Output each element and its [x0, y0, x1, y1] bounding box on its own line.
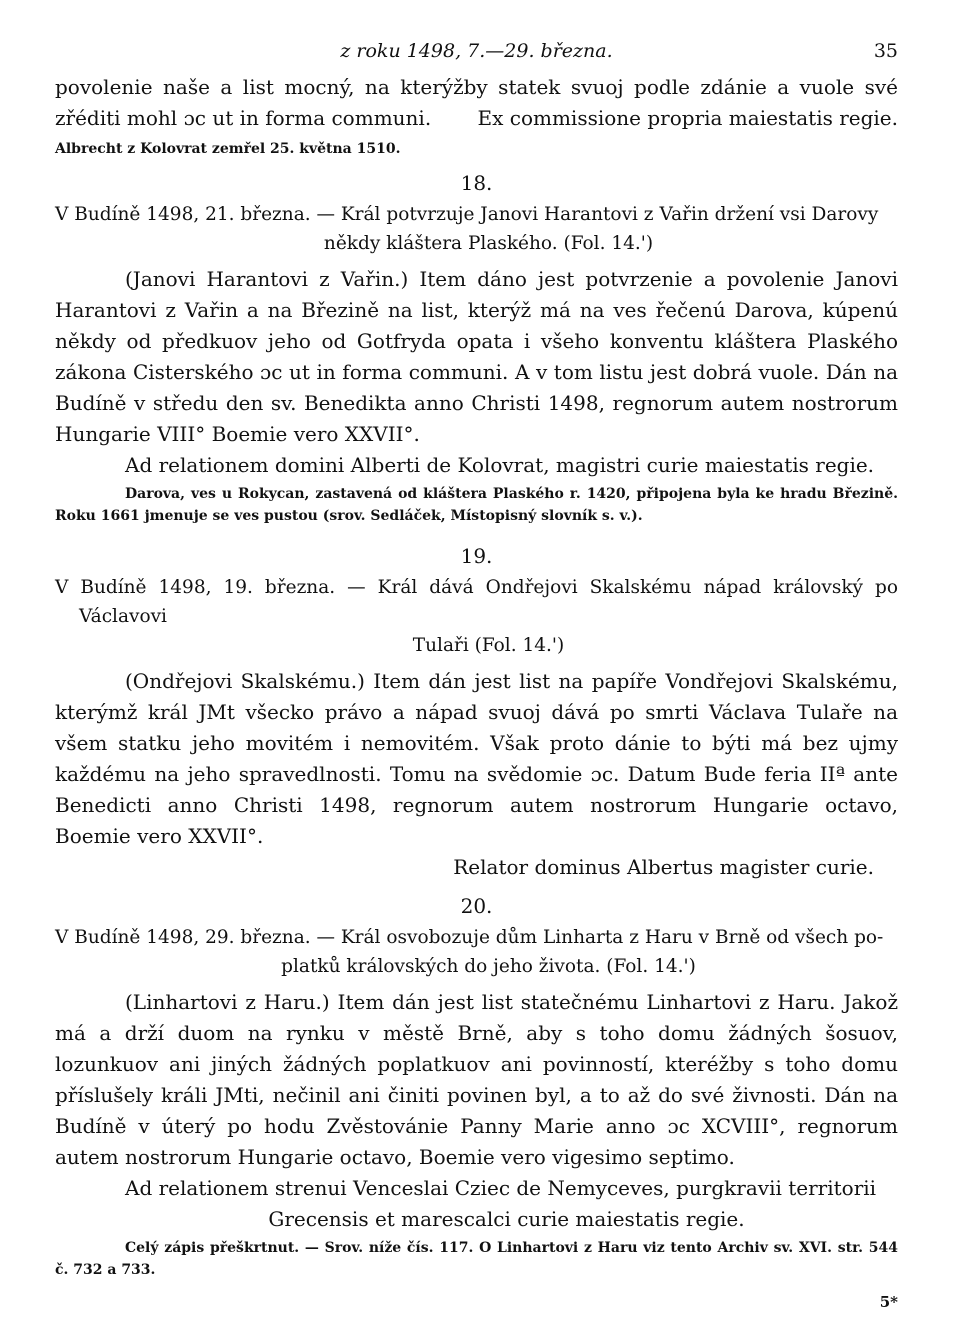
doc19-relator: Relator dominus Albertus magister curie.: [453, 855, 874, 879]
doc18-relator: Ad relationem domini Alberti de Kolovrat, magistri curie maiestatis regie.: [125, 453, 875, 477]
signature-mark: 5*: [879, 1293, 898, 1311]
doc18-regest-line2: někdy kláštera Plaského. (Fol. 14.'): [323, 233, 654, 254]
doc20-relator-line2: Grecensis et marescalci curie maiestatis regie.: [268, 1207, 745, 1231]
doc20-number: 20.: [460, 894, 493, 918]
doc19-number: 19.: [460, 544, 493, 568]
running-header: [55, 40, 898, 72]
doc18-number: 18.: [460, 171, 493, 195]
doc20-relator-line1: Ad relationem strenui Venceslai Cziec de Nemyceves, purgkravii territorii: [125, 1176, 877, 1200]
intro-note: Albrecht z Kolovrat zemřel 25. května 1510.: [55, 141, 401, 157]
doc19-text: (Ondřejovi Skalskému.) Item dán jest list na papíře Vondřejovi Skalskému, kterýmž král JMt všecko právo a nápad svuoj dává po smrti Václava Tulaře na všem statku jeho movitém i nemovitém. Však proto dánie to býti má bez ujmy každému na jeho spravedlnosti. Tomu na svědomie ɔc. Datum Bude feria IIª ante Benedicti anno Christi 1498, regnorum autem nostrorum Hungarie octavo, Boemie vero XXVII°.: [55, 669, 898, 848]
header-title: z roku 1498, 7.—29. března.: [340, 40, 613, 62]
doc19-regest-line2: Tulaři (Fol. 14.'): [412, 635, 565, 656]
doc20-regest-line2: platků královských do jeho života. (Fol. 14.'): [281, 956, 696, 977]
doc20-text: (Linhartovi z Haru.) Item dán jest list statečnému Linhartovi z Haru. Jakož má a drží duom na rynku v městě Brně, aby s toho domu žádných šosuov, lozunkuov ani jiných žádných poplatkuov ani povinností, kteréžby s toho domu příslušely králi JMti, nečinil ani činiti povinen byl, a to až do své živnosti. Dán na Budíně v úterý po hodu Zvěstovánie Panny Marie anno ɔc XCVIII°, regnorum autem nostrorum Hungarie octavo, Boemie vero vigesimo septimo.: [55, 990, 898, 1169]
intro-commission: Ex commissione propria maiestatis regie.: [477, 106, 898, 130]
document-page: [55, 40, 898, 1321]
doc19-regest: [55, 573, 898, 660]
intro-text: povolenie naše a list mocný, na kterýžby statek svuoj podle zdánie a vuole své zřéditi mohl ɔc ut in forma communi.: [55, 75, 898, 130]
doc20-note: Celý zápis přeškrtnut. — Srov. níže čís. 117. O Linhartovi z Haru viz tento Archiv sv. XVI. str. 544 č. 732 a 733.: [55, 1240, 898, 1278]
doc18-regest-line1: V Budíně 1498, 21. března. — Král potvrzuje Janovi Harantovi z Vařin držení vsi Darovy: [55, 204, 879, 225]
page-number: 35: [873, 40, 898, 62]
doc19-regest-line1: V Budíně 1498, 19. března. — Král dává Ondřejovi Skalskému nápad královský po Václavovi: [55, 577, 898, 627]
doc18-note: Darova, ves u Rokycan, zastavená od kláštera Plaského r. 1420, připojena byla ke hradu Březině. Roku 1661 jmenuje se ves pustou (srov. Sedláček, Místopisný slovník s. v.).: [55, 486, 898, 524]
doc20-regest: [55, 923, 898, 981]
doc20-regest-line1: V Budíně 1498, 29. března. — Král osvobozuje dům Linharta z Haru v Brně od všech po-: [55, 927, 884, 948]
doc18-regest: [55, 200, 898, 258]
doc18-text: (Janovi Harantovi z Vařin.) Item dáno jest potvrzenie a povolenie Janovi Harantovi z Vařin a na Březině na list, kterýž má na ves řečenú Darova, kúpenú někdy od předkuov jeho od Gotfryda opata i všeho konventu kláštera Plaského zákona Cisterského ɔc ut in forma communi. A v tom listu jest dobrá vuole. Dán na Budíně v středu den sv. Benedikta anno Christi 1498, regnorum autem nostrorum Hungarie VIII° Boemie vero XXVII°.: [55, 267, 898, 446]
